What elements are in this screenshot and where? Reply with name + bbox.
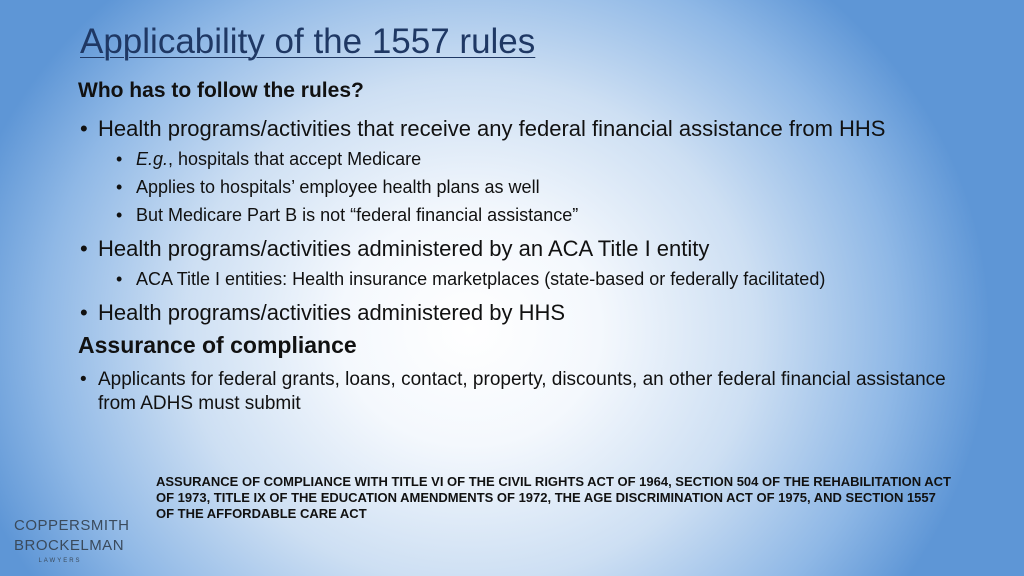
bullet-icon: • bbox=[80, 300, 88, 325]
bullet-icon: • bbox=[116, 149, 123, 169]
section-heading-assurance: Assurance of compliance bbox=[78, 332, 357, 358]
bullet-text: Health programs/activities administered by HHS bbox=[98, 300, 566, 325]
sub-item-text: , hospitals that accept Medicare bbox=[168, 149, 422, 169]
bullet-icon: • bbox=[80, 236, 88, 261]
bullet-icon: • bbox=[80, 369, 87, 390]
sub-item-eg bbox=[78, 148, 958, 170]
sub-item-medicare-b bbox=[78, 204, 958, 226]
logo-line-2: BROCKELMAN bbox=[14, 537, 125, 554]
sub-item-text: Applies to hospitals’ employee health plans as well bbox=[136, 177, 540, 197]
bullet-icon: • bbox=[116, 205, 123, 225]
bullet-text: Health programs/activities that receive any federal financial assistance from HHS bbox=[98, 116, 886, 141]
bullet-icon: • bbox=[116, 177, 123, 197]
bullet-icon: • bbox=[116, 269, 123, 289]
bullet-item-hhs bbox=[78, 300, 958, 326]
sub-item-aca-entities bbox=[78, 268, 958, 290]
bullet-item-applicants bbox=[78, 368, 958, 416]
bullet-item-aca bbox=[78, 236, 958, 262]
sub-item-text: But Medicare Part B is not “federal financial assistance” bbox=[136, 205, 579, 225]
logo-line-1: COPPERSMITH bbox=[14, 517, 130, 534]
sub-list-aca bbox=[78, 268, 958, 290]
logo-line-3: LAWYERS bbox=[38, 558, 82, 564]
assurance-statement: ASSURANCE OF COMPLIANCE WITH TITLE VI OF THE CIVIL RIGHTS ACT OF 1964, SECTION 504 OF THE REHABILITATION ACT OF 1973, TITLE IX OF THE EDUCATION AMENDMENTS OF 1972, THE AGE DISCRIMINATION ACT OF 1975, AND SECTION 1557 OF THE AFFORDABLE CARE ACT bbox=[156, 474, 951, 521]
bullet-icon: • bbox=[80, 116, 88, 141]
firm-logo bbox=[14, 516, 130, 566]
section-heading-who: Who has to follow the rules? bbox=[78, 79, 364, 102]
sub-item-text: ACA Title I entities: Health insurance marketplaces (state-based or federally facilitated) bbox=[136, 269, 826, 289]
slide-title: Applicability of the 1557 rules bbox=[80, 22, 536, 61]
bullet-text: Health programs/activities administered by an ACA Title I entity bbox=[98, 236, 710, 261]
sub-list-ffa bbox=[78, 148, 958, 226]
sub-item-emph: E.g. bbox=[136, 149, 169, 169]
slide-content bbox=[78, 76, 958, 416]
sub-item-employee-plans bbox=[78, 176, 958, 198]
bullet-item-ffa bbox=[78, 116, 958, 142]
bullet-text: Applicants for federal grants, loans, contact, property, discounts, an other federal financial assistance from ADHS must submit bbox=[98, 369, 946, 414]
